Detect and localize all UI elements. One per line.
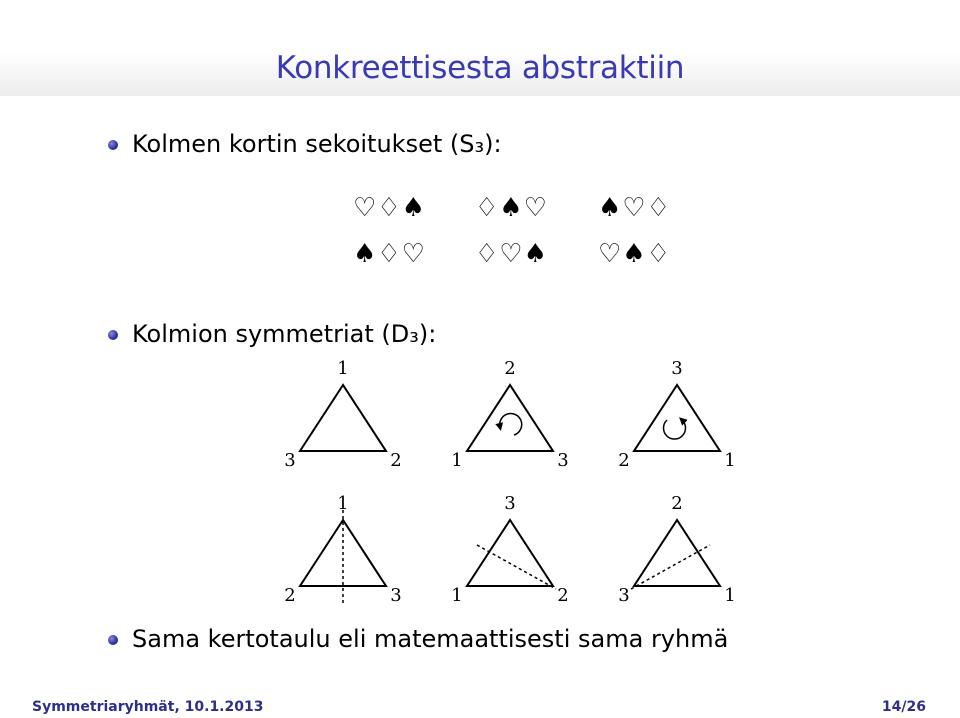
vertex-label: 3: [557, 450, 569, 471]
vertex-label: 3: [504, 493, 516, 514]
permutation: ♠♡♢: [598, 193, 671, 223]
permutation: ♢♠♡: [475, 193, 548, 223]
permutation: ♡♢♠: [353, 193, 426, 223]
vertex-label: 2: [390, 450, 402, 471]
vertex-label: 1: [724, 585, 736, 606]
footer: [0, 692, 960, 718]
triangle-rotation-ccw: [467, 385, 553, 451]
vertex-label: 1: [337, 493, 349, 514]
vertex-label: 1: [451, 585, 463, 606]
permutation: ♢♡♠: [475, 239, 548, 269]
slide-title: Konkreettisesta abstraktiin: [275, 50, 685, 86]
vertex-label: 2: [284, 585, 296, 606]
bullet-text: Kolmen kortin sekoitukset (S₃):: [132, 130, 502, 158]
vertex-label: 1: [724, 450, 736, 471]
vertex-label: 3: [671, 358, 683, 379]
bullet-icon: [108, 635, 118, 645]
vertex-label: 2: [671, 493, 683, 514]
vertex-label: 3: [618, 585, 630, 606]
rotation-arrow-icon: [500, 414, 522, 435]
triangle-reflection: [467, 520, 553, 586]
vertex-label: 3: [390, 585, 402, 606]
vertex-label: 3: [284, 450, 296, 471]
permutation: ♠♢♡: [353, 239, 426, 269]
vertex-label: 2: [504, 358, 516, 379]
bullet-text: Kolmion symmetriat (D₃):: [132, 320, 437, 348]
vertex-label: 1: [337, 358, 349, 379]
triangle-reflection: [634, 520, 720, 586]
footer-title: Symmetriaryhmät, 10.1.2013: [32, 699, 264, 715]
bullet-text: Sama kertotaulu eli matemaattisesti sama ryhmä: [132, 625, 729, 653]
rotation-arrow-icon: [664, 420, 686, 439]
vertex-label: 2: [618, 450, 630, 471]
triangle-rotation-cw: [634, 385, 720, 451]
triangle-identity: [300, 385, 386, 451]
mirror-axis: [477, 545, 556, 589]
page-number: 14/26: [881, 699, 926, 715]
vertex-label: 1: [451, 450, 463, 471]
vertex-label: 2: [557, 585, 569, 606]
permutation: ♡♠♢: [598, 239, 671, 269]
